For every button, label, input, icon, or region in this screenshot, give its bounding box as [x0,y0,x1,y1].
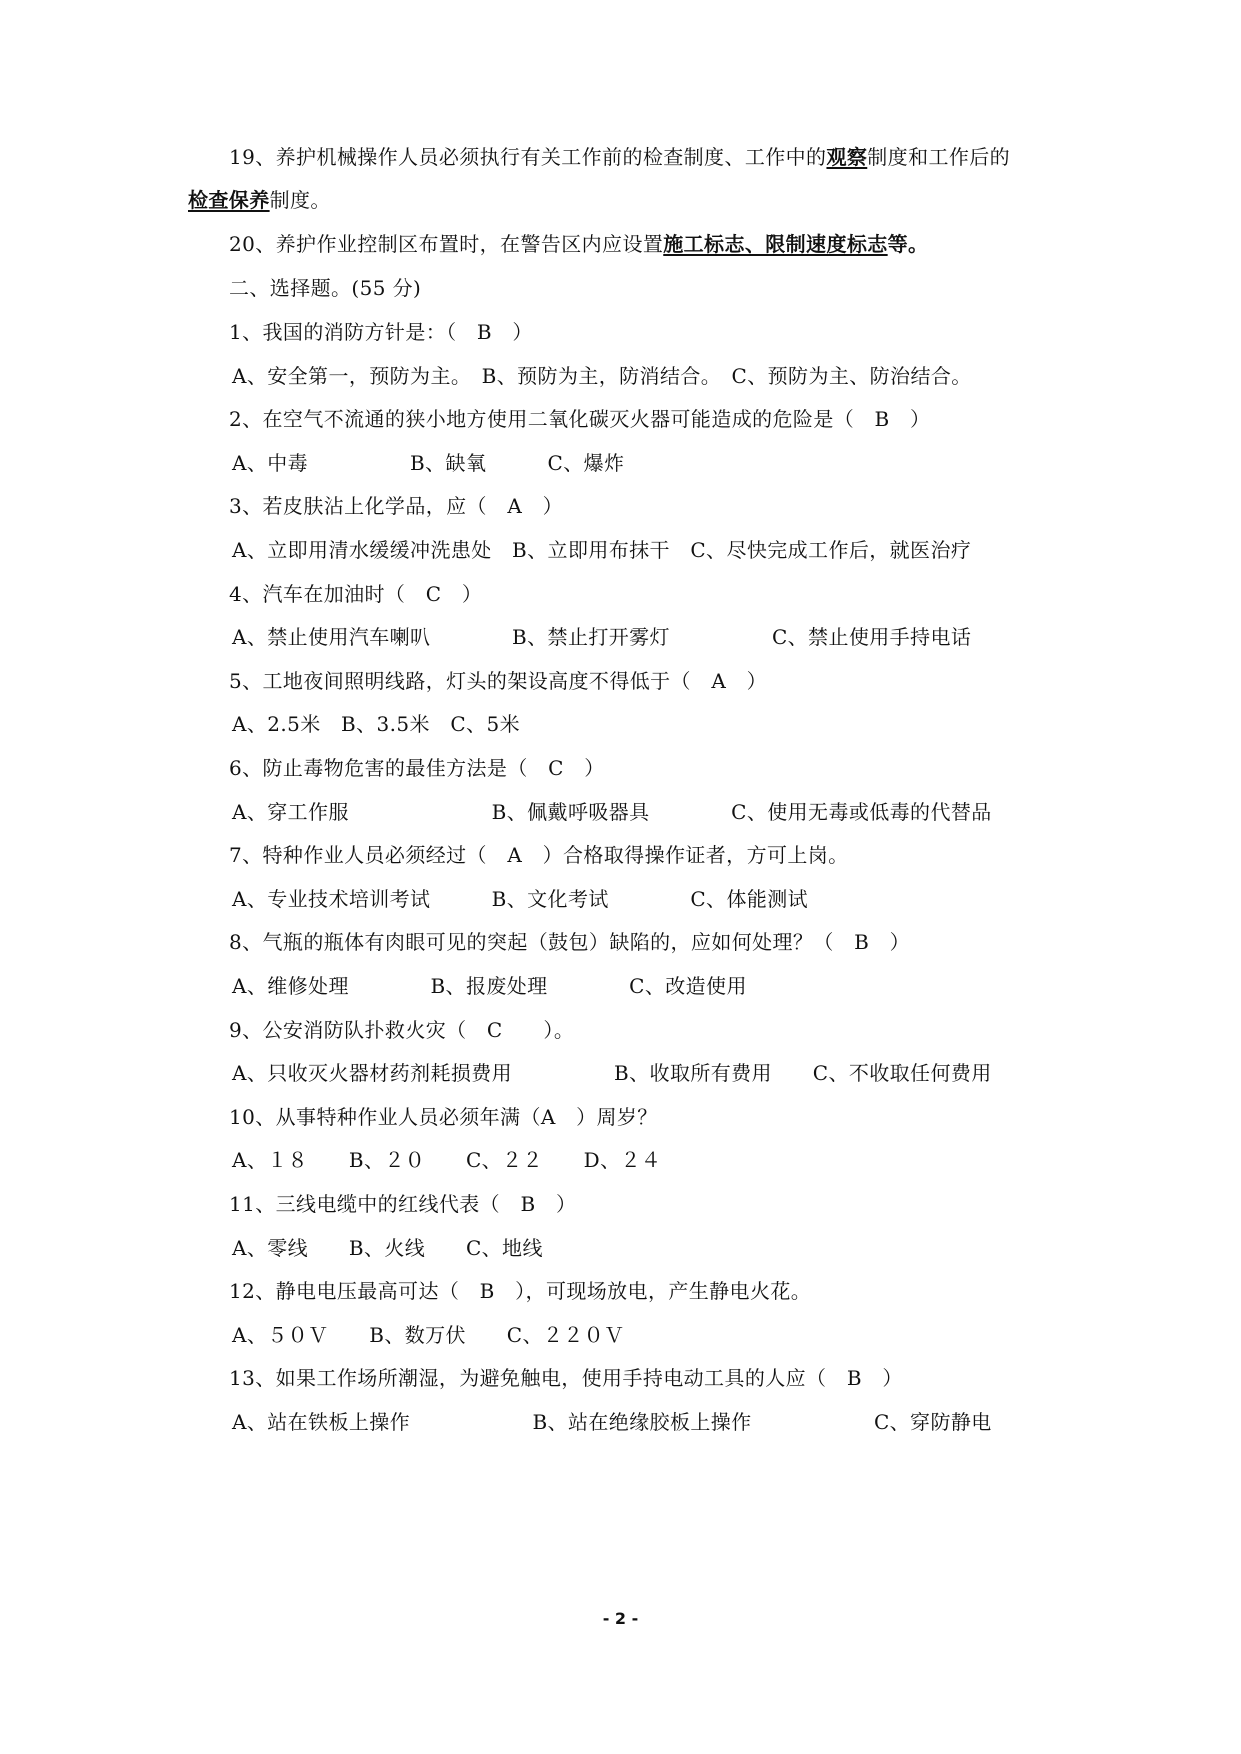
question-20 [229,230,928,258]
question-11-options: A、零线 B、火线 C、地线 [232,1235,543,1260]
question-12-options: A、５０Ｖ B、数万伏 C、２２０Ｖ [232,1322,625,1347]
question-2-options: A、中毒 B、缺氧 C、爆炸 [232,450,625,475]
question-19-line-2 [188,186,331,214]
answer-signs: 施工标志、限制速度标志 [663,232,888,256]
question-13-options: A、站在铁板上操作 B、站在绝缘胶板上操作 C、穿防静电 [232,1410,992,1434]
question-6: 6、防止毒物危害的最佳方法是（ C ） [229,756,605,780]
question-20-end: 等。 [887,232,929,256]
question-20-text: 20、养护作业控制区布置时，在警告区内应设置 [229,232,664,256]
question-3: 3、若皮肤沾上化学品，应（ A ） [229,494,563,519]
question-7: 7、特种作业人员必须经过（ A ）合格取得操作证者，方可上岗。 [229,843,849,868]
question-9: 9、公安消防队扑救火灾（ C ）。 [229,1017,575,1042]
answer-observe: 观察 [826,145,868,169]
question-5-options: A、2.5米 B、3.5米 C、5米 [232,712,520,737]
question-8-options: A、维修处理 B、报废处理 C、改造使用 [232,974,747,998]
question-4: 4、汽车在加油时（ C ） [229,581,483,606]
question-5: 5、工地夜间照明线路，灯头的架设高度不得低于（ A ） [229,668,767,693]
section-title-choice: 二、选择题。(55 分) [229,276,422,300]
question-19-text-cont: 制度和工作后的 [867,145,1011,169]
question-8: 8、气瓶的瓶体有肉眼可见的突起（鼓包）缺陷的，应如何处理？（ B ） [229,930,911,955]
question-7-options: A、专业技术培训考试 B、文化考试 C、体能测试 [232,886,809,911]
question-12: 12、静电电压最高可达（ B ），可现场放电，产生静电火花。 [229,1279,812,1304]
question-9-options: A、只收灭火器材药剂耗损费用 B、收取所有费用 C、不收取任何费用 [232,1061,992,1086]
question-1: 1、我国的消防方针是：（ B ） [229,320,533,344]
question-6-options: A、穿工作服 B、佩戴呼吸器具 C、使用无毒或低毒的代替品 [232,799,992,824]
question-2: 2、在空气不流通的狭小地方使用二氧化碳灭火器可能造成的危险是（ B ） [229,407,931,432]
question-19-line-1 [229,143,1010,171]
question-13: 13、如果工作场所潮湿，为避免触电，使用手持电动工具的人应（ B ） [229,1366,903,1391]
question-19-text-end: 制度。 [269,188,331,212]
question-19-text: 19、养护机械操作人员必须执行有关工作前的检查制度、工作中的 [229,145,827,169]
answer-check-maintain: 检查保养 [188,188,270,212]
question-10-options: A、１８ B、２０ C、２２ D、２４ [232,1148,662,1173]
page-number: - 2 - [602,1609,639,1628]
question-3-options: A、立即用清水缓缓冲洗患处 B、立即用布抹干 C、尽快完成工作后，就医治疗 [232,538,972,562]
question-4-options: A、禁止使用汽车喇叭 B、禁止打开雾灯 C、禁止使用手持电话 [232,625,972,650]
question-11: 11、三线电缆中的红线代表（ B ） [229,1192,577,1216]
question-10: 10、从事特种作业人员必须年满（A ）周岁？ [229,1104,658,1129]
question-1-options: A、安全第一，预防为主。 B、预防为主，防消结合。 C、预防为主、防治结合。 [232,363,972,388]
